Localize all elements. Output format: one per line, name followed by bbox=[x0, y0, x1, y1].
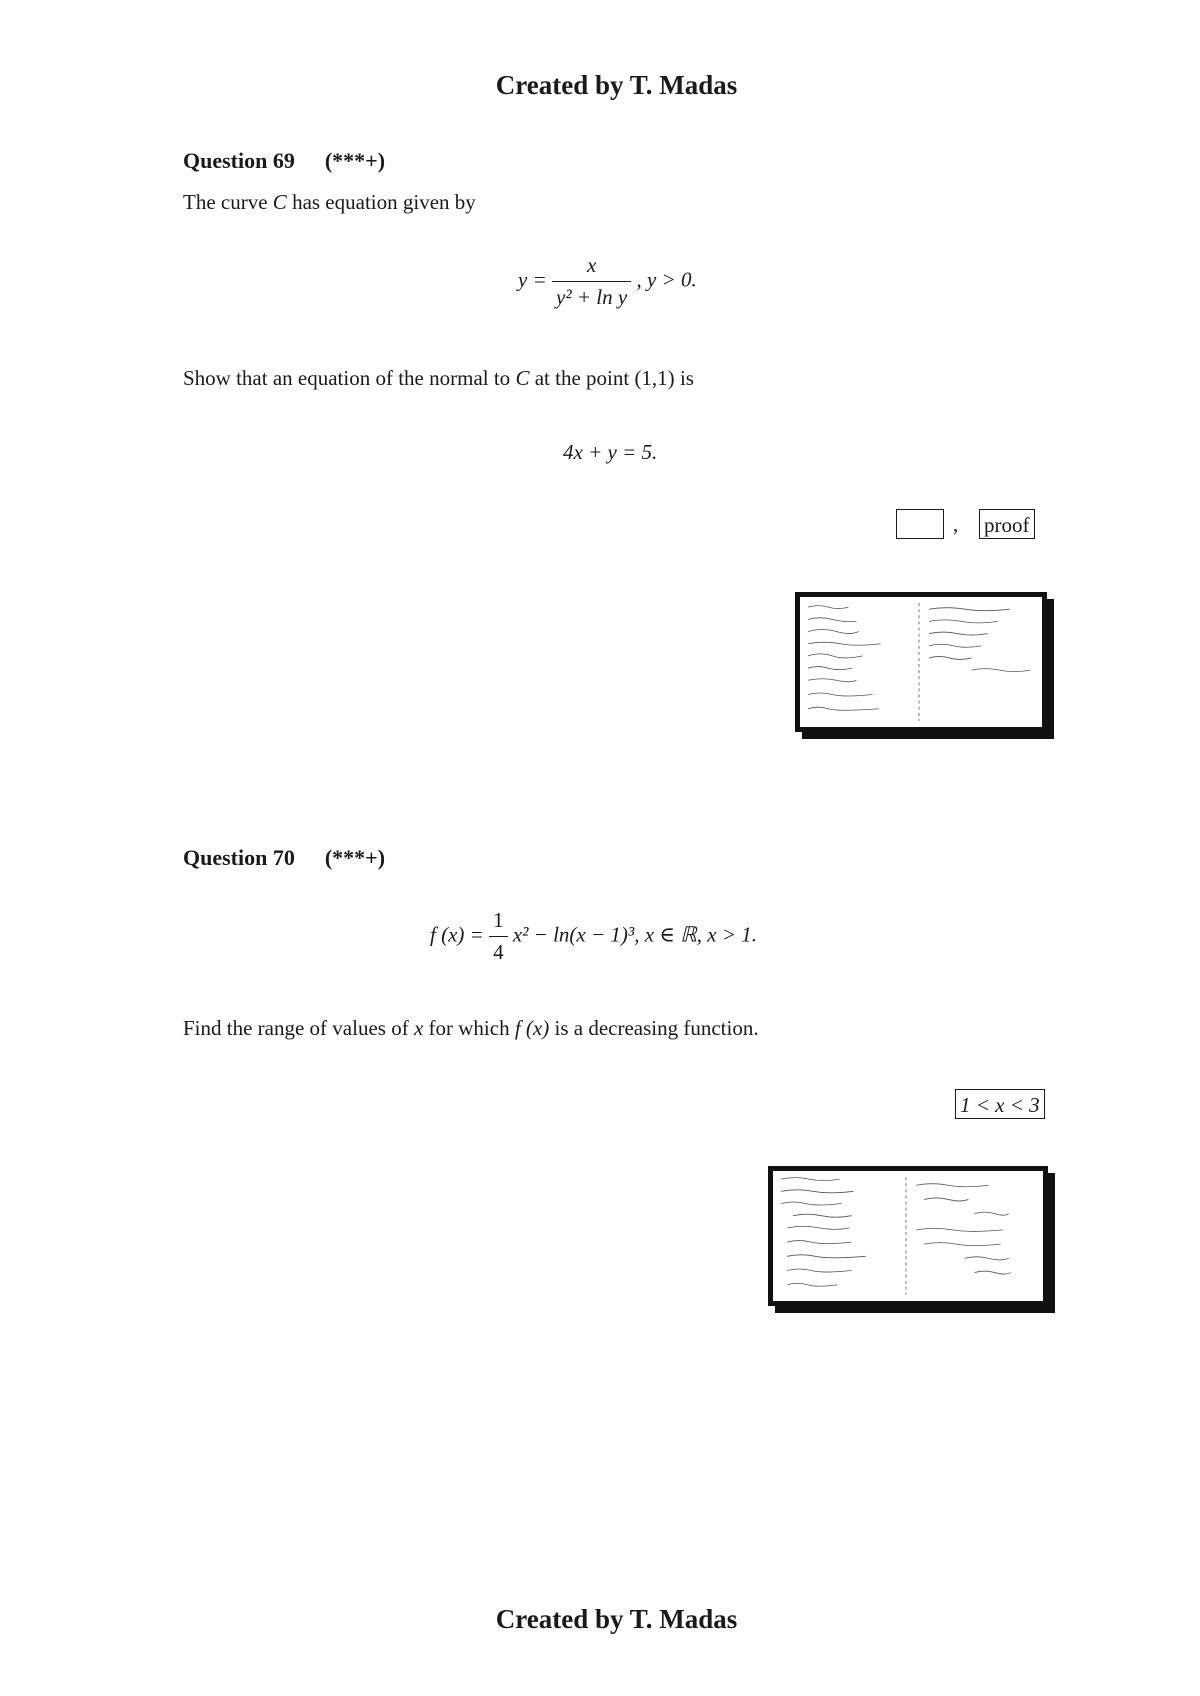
coefficient-fraction bbox=[489, 908, 508, 965]
instruction-text-mid: for which bbox=[423, 1016, 515, 1040]
answer-separator: , bbox=[953, 512, 959, 536]
normal-equation: 4x + y = 5. bbox=[563, 440, 658, 464]
solution-thumbnail-70 bbox=[768, 1166, 1048, 1306]
instruction-text-mid: at the point bbox=[529, 366, 635, 390]
page-header: Created by T. Madas bbox=[495, 70, 738, 100]
curve-variable: C bbox=[272, 190, 287, 214]
instruction-text: Find the range of values of bbox=[183, 1016, 414, 1040]
function-rhs: x² − ln(x − 1)³, x ∈ ℝ, x > 1. bbox=[512, 922, 757, 947]
handwritten-solution-image bbox=[773, 1171, 1043, 1301]
question-70-heading bbox=[183, 845, 385, 871]
handwritten-solution-image bbox=[800, 597, 1042, 727]
function-lhs: f (x) = bbox=[430, 922, 484, 947]
question-69-instruction bbox=[183, 366, 694, 391]
question-label: Question 70 bbox=[183, 845, 295, 870]
solution-thumbnail-69 bbox=[795, 592, 1047, 732]
difficulty-rating: (***+) bbox=[324, 845, 386, 870]
question-label: Question 69 bbox=[183, 148, 295, 173]
function-definition bbox=[430, 908, 757, 965]
variable-x: x bbox=[413, 1016, 424, 1040]
fraction-denominator: y² + ln y bbox=[556, 285, 628, 309]
equation-lhs: y = bbox=[518, 267, 547, 292]
question-69-intro bbox=[183, 190, 476, 215]
fraction-denominator: 4 bbox=[493, 940, 504, 964]
instruction-text-end: is bbox=[674, 366, 694, 390]
intro-text-end: has equation given by bbox=[286, 190, 476, 214]
fraction-numerator: x bbox=[552, 253, 631, 282]
intro-text: The curve bbox=[183, 190, 273, 214]
answer-box-proof: proof bbox=[979, 509, 1035, 539]
equation-condition: , y > 0. bbox=[636, 267, 697, 292]
answer-box-range: 1 < x < 3 bbox=[955, 1089, 1045, 1119]
question-69-heading bbox=[183, 148, 385, 174]
function-notation: f (x) bbox=[514, 1016, 550, 1040]
equation-fraction bbox=[552, 253, 631, 310]
instruction-text-end: is a decreasing function. bbox=[549, 1016, 759, 1040]
curve-variable: C bbox=[515, 366, 530, 390]
instruction-text: Show that an equation of the normal to bbox=[183, 366, 516, 390]
question-70-instruction bbox=[183, 1016, 759, 1041]
curve-equation bbox=[518, 253, 697, 310]
empty-answer-box bbox=[896, 509, 944, 539]
difficulty-rating: (***+) bbox=[324, 148, 386, 173]
fraction-numerator: 1 bbox=[489, 908, 508, 937]
page-footer: Created by T. Madas bbox=[495, 1604, 738, 1634]
point-coordinates: (1,1) bbox=[634, 366, 675, 390]
